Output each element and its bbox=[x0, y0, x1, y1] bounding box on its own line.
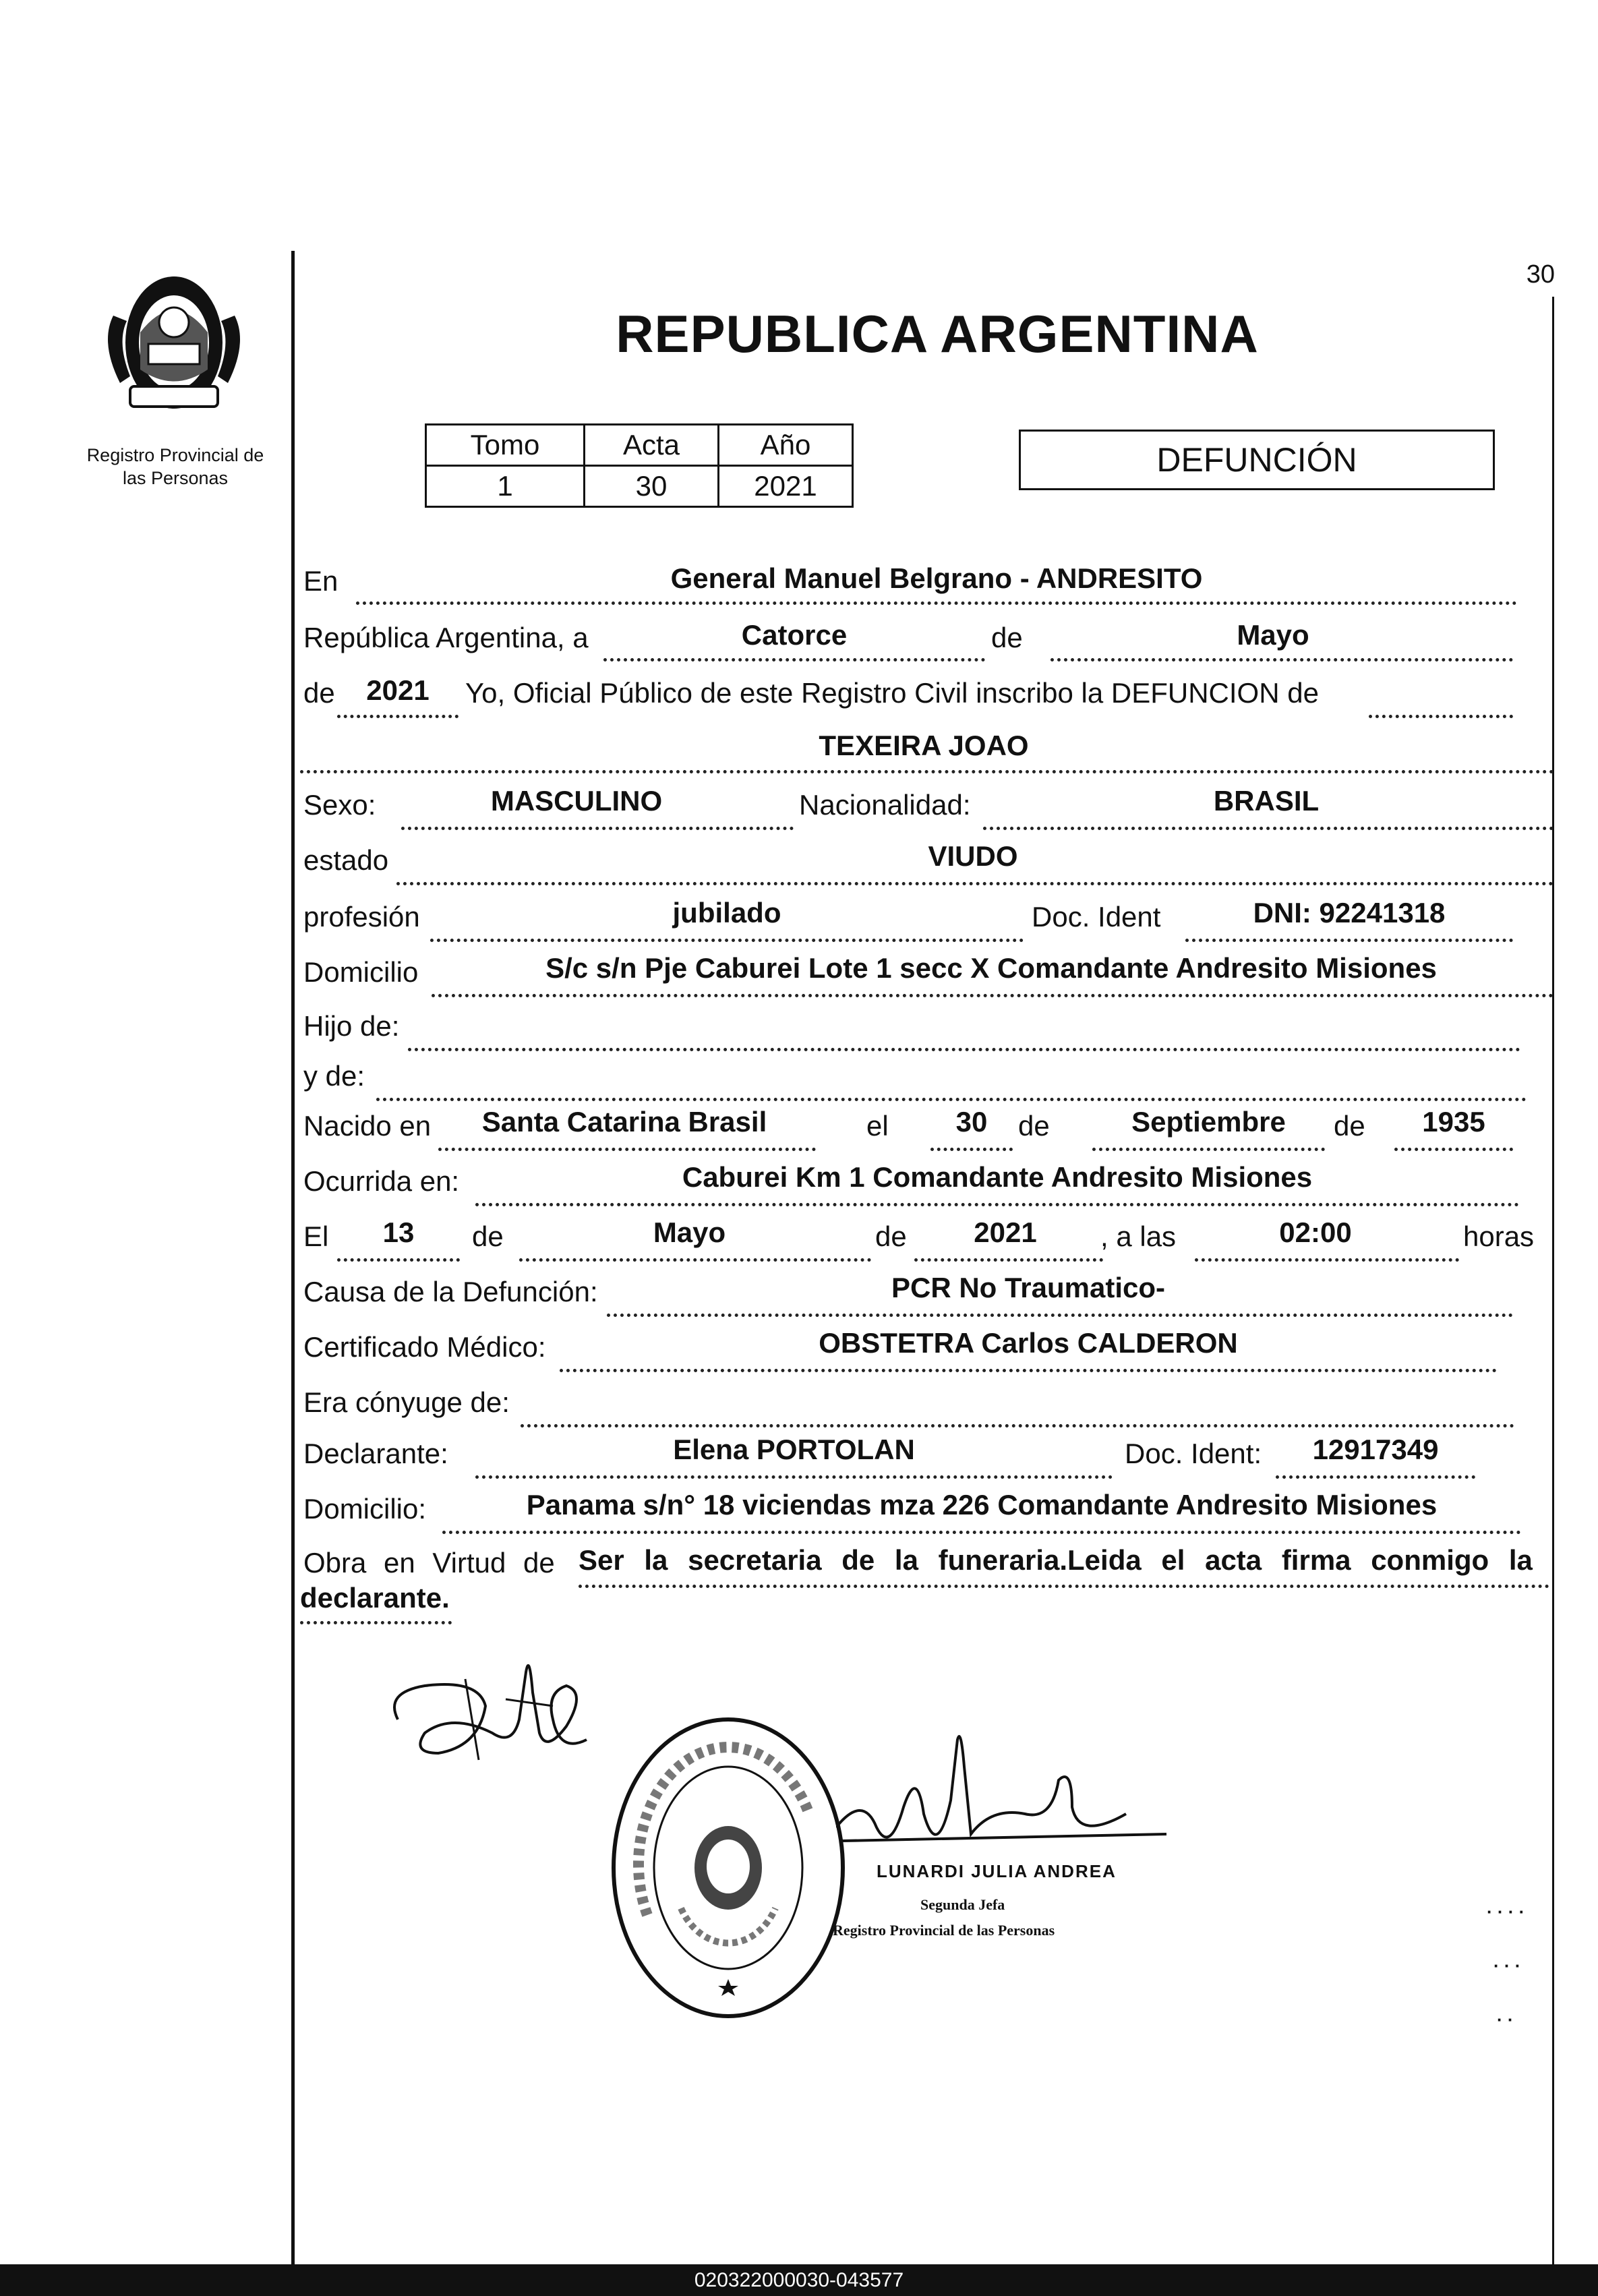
field-y-de bbox=[376, 1063, 1527, 1101]
label-nac-de-2: de bbox=[1334, 1110, 1365, 1142]
label-def-de-1: de bbox=[472, 1220, 504, 1252]
label-declarante: Declarante: bbox=[303, 1438, 448, 1469]
value-def-mes: Mayo bbox=[653, 1216, 726, 1248]
barcode-footer: 020322000030-043577 bbox=[0, 2264, 1598, 2296]
value-nac-mes: Septiembre bbox=[1131, 1106, 1286, 1138]
label-a-las: , a las bbox=[1100, 1220, 1177, 1252]
logo-caption-line2: las Personas bbox=[122, 468, 229, 488]
value-estado: VIUDO bbox=[928, 840, 1018, 872]
scan-speck: · · · bbox=[1493, 1955, 1521, 1976]
label-conyuge: Era cónyuge de: bbox=[303, 1386, 510, 1418]
value-nac-anio: 1935 bbox=[1422, 1106, 1485, 1138]
registry-header-tomo: Tomo bbox=[426, 425, 585, 466]
value-certificado: OBSTETRA Carlos CALDERON bbox=[819, 1327, 1238, 1359]
field-inscribo-end bbox=[1369, 680, 1513, 718]
value-ocurrida-en: Caburei Km 1 Comandante Andresito Misiones bbox=[682, 1161, 1313, 1193]
value-nac-dia: 30 bbox=[955, 1106, 988, 1138]
label-horas: horas bbox=[1463, 1220, 1535, 1252]
label-republica: República Argentina, a bbox=[303, 622, 589, 653]
value-lugar: General Manuel Belgrano - ANDRESITO bbox=[670, 562, 1203, 594]
value-def-dia: 13 bbox=[382, 1216, 415, 1248]
value-causa: PCR No Traumatico- bbox=[891, 1272, 1166, 1303]
official-role: Segunda Jefa bbox=[920, 1896, 1005, 1913]
label-causa: Causa de la Defunción: bbox=[303, 1276, 598, 1307]
label-def-de-2: de bbox=[875, 1220, 907, 1252]
page-number: 30 bbox=[1526, 260, 1555, 289]
label-ocurrida-en: Ocurrida en: bbox=[303, 1165, 460, 1197]
registry-value-acta: 30 bbox=[585, 466, 719, 507]
value-mes: Mayo bbox=[1237, 619, 1309, 651]
value-obra-2: declarante. bbox=[300, 1582, 450, 1614]
label-profesion: profesión bbox=[303, 901, 420, 933]
label-y-de: y de: bbox=[303, 1060, 365, 1092]
label-doc-ident: Doc. Ident bbox=[1032, 901, 1161, 933]
value-def-hora: 02:00 bbox=[1279, 1216, 1352, 1248]
label-en: En bbox=[303, 565, 338, 597]
value-nombre: TEXEIRA JOAO bbox=[819, 730, 1029, 761]
declarant-signature bbox=[384, 1652, 607, 1773]
value-doc-ident: DNI: 92241318 bbox=[1253, 897, 1446, 929]
registry-header-anio: Año bbox=[719, 425, 853, 466]
value-declarante-doc: 12917349 bbox=[1312, 1434, 1439, 1465]
label-domicilio-2: Domicilio: bbox=[303, 1493, 427, 1525]
registry-value-tomo: 1 bbox=[426, 466, 585, 507]
registry-value-anio: 2021 bbox=[719, 466, 853, 507]
label-el-cap: El bbox=[303, 1220, 329, 1252]
record-type: DEFUNCIÓN bbox=[1156, 441, 1357, 479]
label-el: el bbox=[866, 1110, 889, 1142]
label-doc-ident-2: Doc. Ident: bbox=[1125, 1438, 1262, 1469]
label-inscribo: Yo, Oficial Público de este Registro Civil inscribo la DEFUNCION de bbox=[465, 677, 1319, 709]
logo-caption-line1: Registro Provincial de bbox=[86, 445, 264, 465]
registry-header-acta: Acta bbox=[585, 425, 719, 466]
right-border bbox=[1552, 297, 1554, 2264]
label-certificado: Certificado Médico: bbox=[303, 1331, 546, 1363]
value-declarante-domicilio: Panama s/n° 18 viciendas mza 226 Comandante Andresito Misiones bbox=[526, 1489, 1438, 1521]
left-border bbox=[291, 251, 295, 2264]
value-obra-1: Ser la secretaria de la funeraria.Leida el acta firma conmigo la bbox=[579, 1544, 1533, 1576]
label-de: de bbox=[991, 622, 1023, 653]
logo-caption bbox=[67, 444, 283, 490]
value-nacionalidad: BRASIL bbox=[1213, 785, 1320, 817]
scan-speck: · · bbox=[1497, 2009, 1514, 2030]
scan-speck: · · · · bbox=[1487, 1902, 1525, 1922]
value-dia: Catorce bbox=[741, 619, 848, 651]
official-org: Registro Provincial de las Personas bbox=[833, 1922, 1055, 1939]
value-declarante: Elena PORTOLAN bbox=[673, 1434, 915, 1465]
official-stamp bbox=[607, 1713, 850, 2023]
document-title: REPUBLICA ARGENTINA bbox=[616, 304, 1259, 363]
registry-table bbox=[425, 423, 854, 508]
value-domicilio: S/c s/n Pje Caburei Lote 1 secc X Comandante Andresito Misiones bbox=[545, 952, 1437, 984]
label-hijo-de: Hijo de: bbox=[303, 1010, 400, 1042]
province-logo bbox=[100, 268, 248, 417]
value-nacido-en: Santa Catarina Brasil bbox=[481, 1106, 767, 1138]
record-type-box bbox=[1019, 430, 1495, 490]
value-sexo: MASCULINO bbox=[490, 785, 663, 817]
field-hijo-de bbox=[408, 1013, 1520, 1051]
official-name: LUNARDI JULIA ANDREA bbox=[877, 1861, 1117, 1881]
label-nacido-en: Nacido en bbox=[303, 1110, 432, 1142]
value-def-anio: 2021 bbox=[974, 1216, 1037, 1248]
label-sexo: Sexo: bbox=[303, 789, 376, 821]
field-conyuge bbox=[521, 1389, 1514, 1427]
official-signature bbox=[836, 1726, 1173, 1881]
label-estado: estado bbox=[303, 844, 389, 876]
label-obra: Obra en Virtud de bbox=[303, 1547, 555, 1579]
value-anio: 2021 bbox=[366, 674, 430, 706]
value-profesion: jubilado bbox=[672, 897, 781, 929]
label-nacionalidad: Nacionalidad: bbox=[799, 789, 971, 821]
label-de-anio: de bbox=[303, 677, 335, 709]
label-nac-de-1: de bbox=[1018, 1110, 1050, 1142]
label-domicilio: Domicilio bbox=[303, 956, 419, 988]
